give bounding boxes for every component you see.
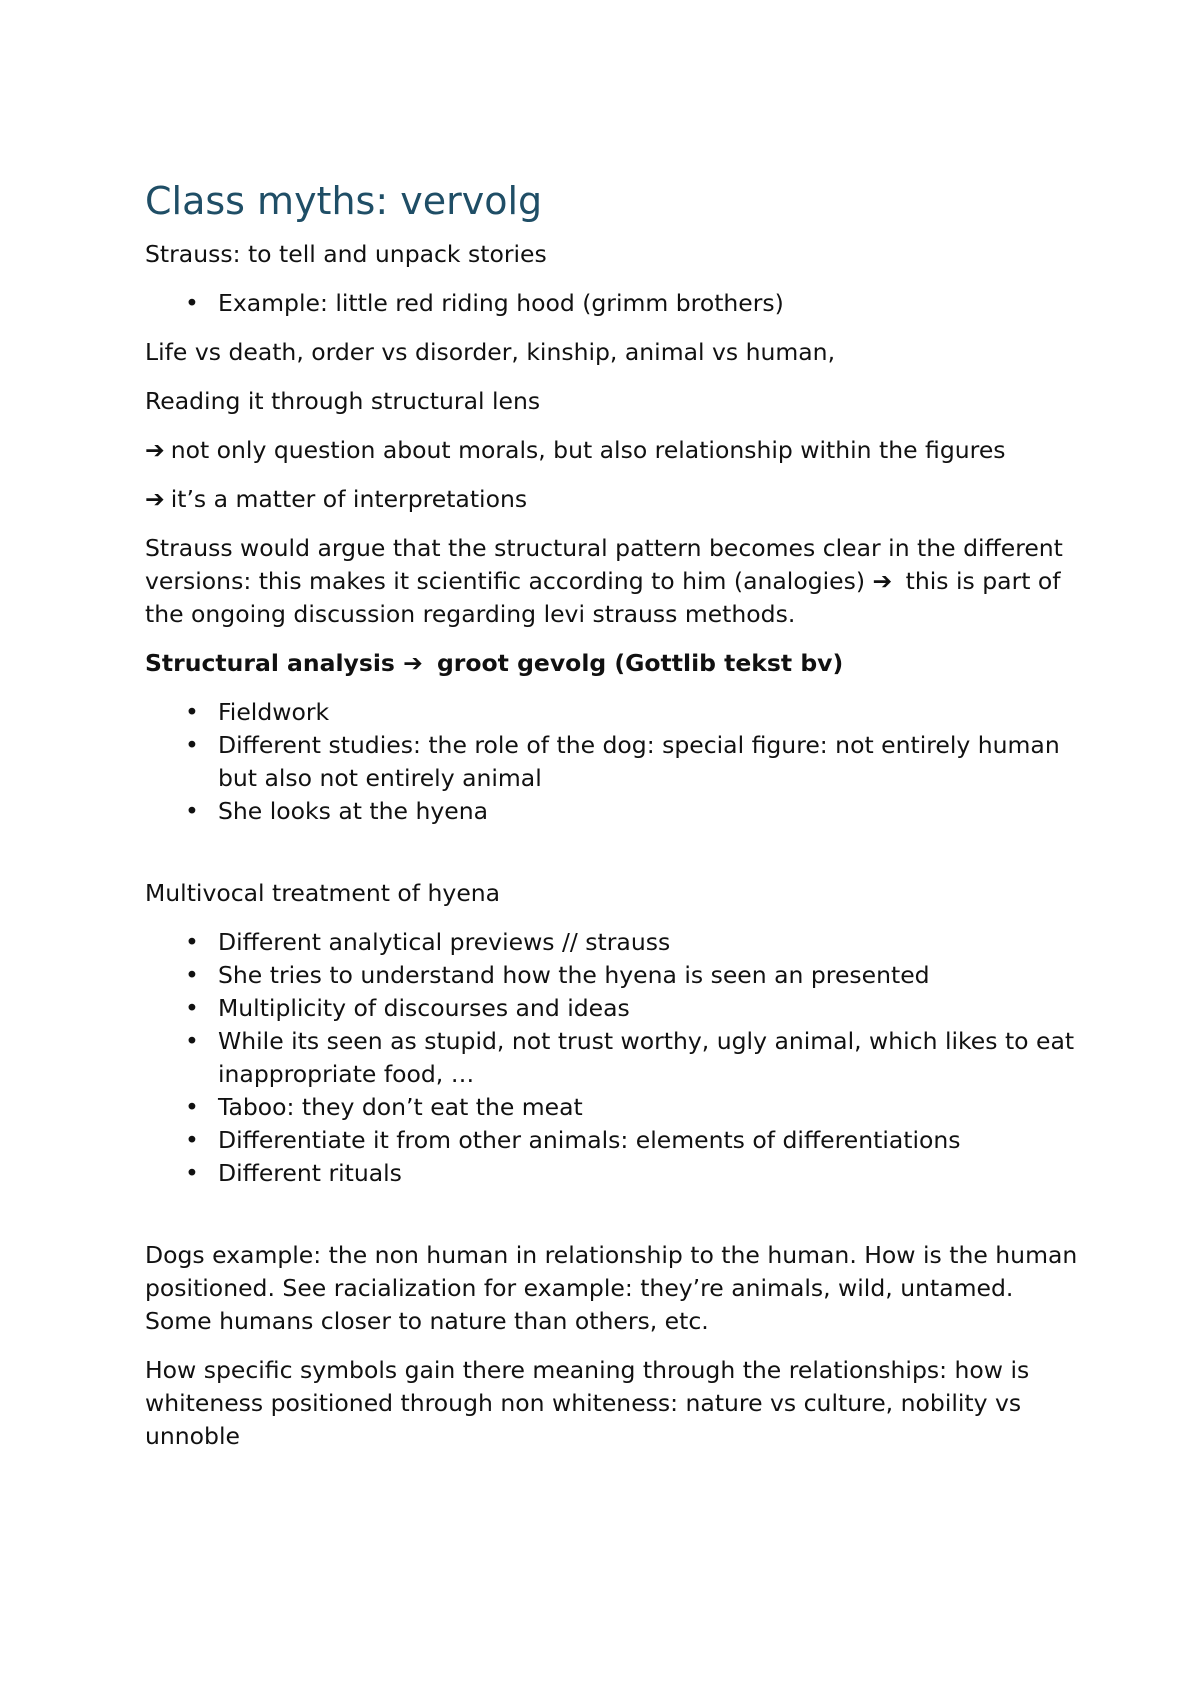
list-item: • Example: little red riding hood (grimm brothers) <box>145 287 1085 320</box>
document-page <box>145 178 1085 1469</box>
arrow-text: it’s a matter of interpretations <box>170 485 528 513</box>
arrow-icon: ➔ <box>403 649 423 677</box>
list-item: • Taboo: they don’t eat the meat <box>145 1091 1085 1124</box>
list-item: • Different analytical previews // strauss <box>145 926 1085 959</box>
list-item: • Different rituals <box>145 1157 1085 1190</box>
paragraph-symbols: How specific symbols gain there meaning through the relationships: how is whiteness positioned through non whiteness: nature vs culture, nobility vs unnoble <box>145 1356 1030 1450</box>
list-item: • Fieldwork <box>145 696 1085 729</box>
spacer <box>145 1206 1085 1239</box>
arrow-icon: ➔ <box>872 567 893 595</box>
paragraph-arrow-interpretations <box>145 483 1085 516</box>
heading-structural-analysis <box>145 647 1085 680</box>
list-item: • She tries to understand how the hyena is seen an presented <box>145 959 1085 992</box>
list-item: • Differentiate it from other animals: elements of differentiations <box>145 1124 1085 1157</box>
paragraph-strauss: Strauss: to tell and unpack stories <box>145 240 547 268</box>
page-title: Class myths: vervolg <box>145 179 543 223</box>
arrow-text: not only question about morals, but also relationship within the figures <box>170 436 1006 464</box>
bullet-list-hyena <box>145 926 1085 1190</box>
argue-text-part2: this is part of the ongoing discussion regarding levi strauss methods. <box>145 567 1061 628</box>
list-item: • She looks at the hyena <box>145 795 1085 828</box>
bullet-list-structural <box>145 696 1085 828</box>
spacer <box>145 844 1085 877</box>
bullet-list-example <box>145 287 1085 320</box>
paragraph-strauss-argue <box>145 532 1085 631</box>
heading-part2: groot gevolg (Gottlib tekst bv) <box>428 649 844 677</box>
paragraph-reading: Reading it through structural lens <box>145 387 541 415</box>
arrow-icon: ➔ <box>145 436 165 464</box>
heading-part1: Structural analysis <box>145 649 404 677</box>
arrow-icon: ➔ <box>145 485 165 513</box>
argue-text-part1: Strauss would argue that the structural pattern becomes clear in the different versions: this makes it scientific according to him (analogies) <box>145 534 1063 595</box>
paragraph-multivocal: Multivocal treatment of hyena <box>145 879 501 907</box>
paragraph-oppositions: Life vs death, order vs disorder, kinship, animal vs human, <box>145 338 836 366</box>
list-item: • Different studies: the role of the dog: special figure: not entirely human but also not entirely animal <box>145 729 1085 795</box>
paragraph-arrow-morals <box>145 434 1085 467</box>
paragraph-dogs-example: Dogs example: the non human in relationship to the human. How is the human positioned. See racialization for example: they’re animals, wild, untamed. Some humans closer to nature than others, etc. <box>145 1241 1078 1335</box>
list-item: • Multiplicity of discourses and ideas <box>145 992 1085 1025</box>
list-item: • While its seen as stupid, not trust worthy, ugly animal, which likes to eat inappropriate food, … <box>145 1025 1085 1091</box>
